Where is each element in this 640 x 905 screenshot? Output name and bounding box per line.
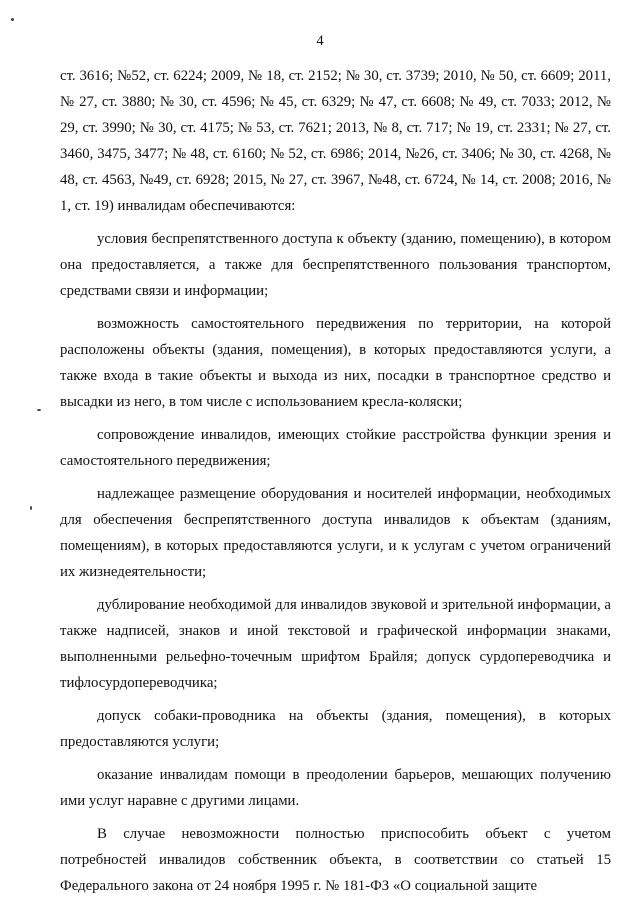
paragraph-guide-dog: допуск собаки-проводника на объекты (здания, помещения), в которых предоставляются услуги; bbox=[60, 708, 611, 750]
paragraph-impossibility: В случае невозможности полностью приспособить объект с учетом потребностей инвалидов собственник объекта, в соответствии со статьей 15 Федерального закона от 24 ноября 1995 г. № 181-ФЗ «О социальной защите bbox=[60, 826, 611, 894]
scan-speck bbox=[37, 409, 41, 411]
paragraph-citations: ст. 3616; №52, ст. 6224; 2009, № 18, ст. 2152; № 30, ст. 3739; 2010, № 50, ст. 6609; 2011, № 27, ст. 3880; № 30, ст. 4596; № 45, ст. 6329; № 47, ст. 6608; № 49, ст. 7033; 2012, № 29, ст. 3990; № 30, ст. 4175; № 53, ст. 7621; 2013, № 8, ст. 717; № 19, ст. 2331; № 27, ст. 3460, 3475, 3477; № 48, ст. 6160; № 52, ст. 6986; 2014, №26, ст. 3406; № 30, ст. 4268, № 48, ст. 4563, №49, ст. 6928; 2015, № 27, ст. 3967, №48, ст. 6724, № 14, ст. 2008; 2016, № 1, ст. 19) инвалидам обеспечиваются: bbox=[60, 68, 611, 214]
paragraph-equipment-placement: надлежащее размещение оборудования и носителей информации, необходимых для обеспечения беспрепятственного доступа инвалидов к объектам (зданиям, помещениям), в которых предоставляются услуги, и к услугам с учетом ограничений их жизнедеятельности; bbox=[60, 486, 611, 580]
scan-speck bbox=[11, 18, 14, 21]
paragraph-independent-movement: возможность самостоятельного передвижения по территории, на которой расположены объекты (здания, помещения), в которых предоставляются услуги, а также входа в такие объекты и выхода из них, посадки в транспортное средство и высадки из него, в том числе с использованием кресла-коляски; bbox=[60, 316, 611, 410]
paragraph-access-conditions: условия беспрепятственного доступа к объекту (зданию, помещению), в котором она предоставляется, а также для беспрепятственного пользования транспортом, средствами связи и информации; bbox=[60, 231, 611, 299]
document-body bbox=[60, 63, 611, 899]
paragraph-assistance: оказание инвалидам помощи в преодолении барьеров, мешающих получению ими услуг наравне с другими лицами. bbox=[60, 767, 611, 809]
paragraph-escort: сопровождение инвалидов, имеющих стойкие расстройства функции зрения и самостоятельного передвижения; bbox=[60, 427, 611, 469]
scan-speck bbox=[30, 506, 32, 510]
page-number: 4 bbox=[316, 33, 324, 49]
paragraph-information-duplication: дублирование необходимой для инвалидов звуковой и зрительной информации, а также надписей, знаков и иной текстовой и графической информации знаками, выполненными рельефно-точечным шрифтом Брайля; допуск сурдопереводчика и тифлосурдопереводчика; bbox=[60, 597, 611, 691]
